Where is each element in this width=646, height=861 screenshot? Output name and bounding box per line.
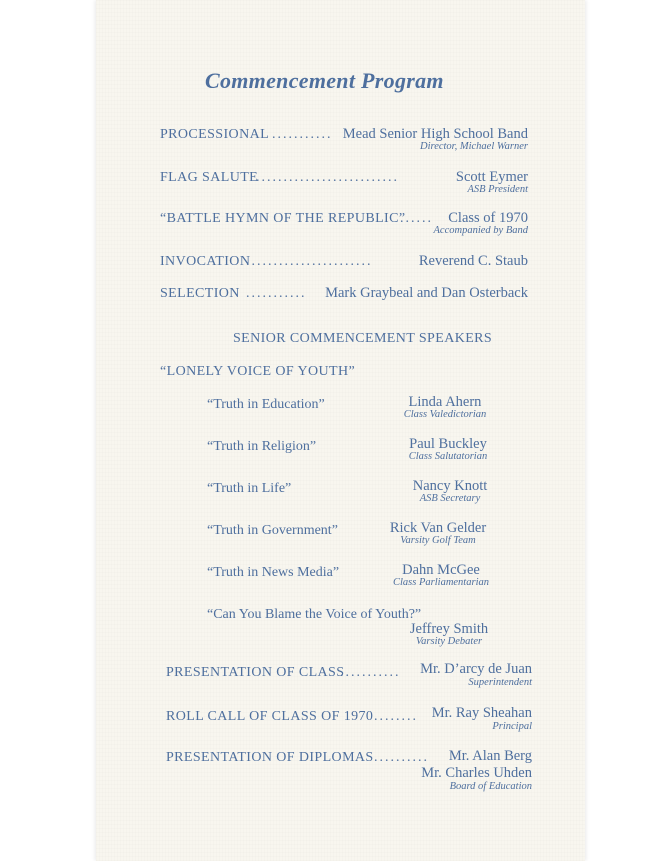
- speech-topic: “Truth in Life”: [207, 481, 292, 496]
- speaker-name: Rick Van Gelder: [389, 520, 487, 536]
- closing-speech-topic: “Can You Blame the Voice of Youth?”: [207, 607, 422, 622]
- speakers-theme: “LONELY VOICE OF YOUTH”: [160, 364, 356, 379]
- presentation-of-class-name: Mr. D’arcy de Juan: [420, 661, 532, 677]
- speaker-role: Class Salutatorian: [408, 451, 488, 462]
- roll-call-label: ROLL CALL OF CLASS OF 1970: [166, 709, 374, 724]
- roll-call-leader: ........: [374, 709, 418, 724]
- speaker-role: ASB Secretary: [419, 493, 481, 504]
- speaker-role: Class Valedictorian: [403, 409, 487, 420]
- processional-label: PROCESSIONAL: [160, 127, 270, 142]
- speaker-name: Dahn McGee: [402, 562, 480, 578]
- battle-hymn-leader: ......: [400, 211, 433, 226]
- speech-topic: “Truth in News Media”: [207, 565, 340, 580]
- presentation-of-class-label: PRESENTATION OF CLASS: [166, 665, 345, 680]
- battle-hymn-label: “BATTLE HYMN OF THE REPUBLIC”: [160, 211, 406, 226]
- speech-topic: “Truth in Religion”: [207, 439, 317, 454]
- speaker-role: Class Parliamentarian: [393, 577, 489, 588]
- speaker-role: Varsity Golf Team: [400, 535, 476, 546]
- battle-hymn-role: Accompanied by Band: [433, 225, 528, 236]
- processional-leader: ...........: [272, 127, 333, 142]
- flag-salute-name: Scott Eymer: [455, 169, 528, 185]
- battle-hymn-name: Class of 1970: [448, 210, 528, 226]
- selection-name: Mark Graybeal and Dan Osterback: [325, 285, 528, 301]
- closing-speaker-name: Jeffrey Smith: [409, 621, 489, 637]
- diplomas-presenter-name: Mr. Alan Berg: [448, 748, 532, 764]
- presentation-of-diplomas-label: PRESENTATION OF DIPLOMAS: [166, 750, 374, 765]
- invocation-name: Reverend C. Staub: [418, 253, 528, 269]
- processional-role: Director, Michael Warner: [420, 141, 528, 152]
- speech-topic: “Truth in Education”: [207, 397, 325, 412]
- flag-salute-role: ASB President: [467, 184, 528, 195]
- flag-salute-leader: ..........................: [256, 170, 399, 185]
- closing-speaker-role: Varsity Debater: [415, 636, 483, 647]
- speaker-name: Paul Buckley: [409, 436, 487, 452]
- roll-call-name: Mr. Ray Sheahan: [431, 705, 532, 721]
- invocation-label: INVOCATION: [160, 254, 251, 269]
- program-title: Commencement Program: [205, 68, 444, 93]
- speaker-name: Linda Ahern: [408, 394, 482, 410]
- speakers-heading: SENIOR COMMENCEMENT SPEAKERS: [233, 331, 493, 346]
- processional-name: Mead Senior High School Band: [342, 126, 528, 142]
- presentation-of-diplomas-leader: ..........: [374, 750, 429, 765]
- presentation-of-class-role: Superintendent: [468, 677, 532, 688]
- selection-leader: ...........: [246, 286, 307, 301]
- speech-topic: “Truth in Government”: [207, 523, 338, 538]
- selection-label: SELECTION: [160, 286, 240, 301]
- presentation-of-class-leader: ...........: [340, 665, 401, 680]
- diplomas-presenter-name-2: Mr. Charles Uhden: [421, 765, 532, 781]
- roll-call-role: Principal: [492, 721, 532, 732]
- invocation-leader: .......................: [246, 254, 373, 269]
- diplomas-presenter-role: Board of Education: [449, 781, 532, 792]
- speaker-name: Nancy Knott: [412, 478, 488, 494]
- flag-salute-label: FLAG SALUTE: [160, 170, 259, 185]
